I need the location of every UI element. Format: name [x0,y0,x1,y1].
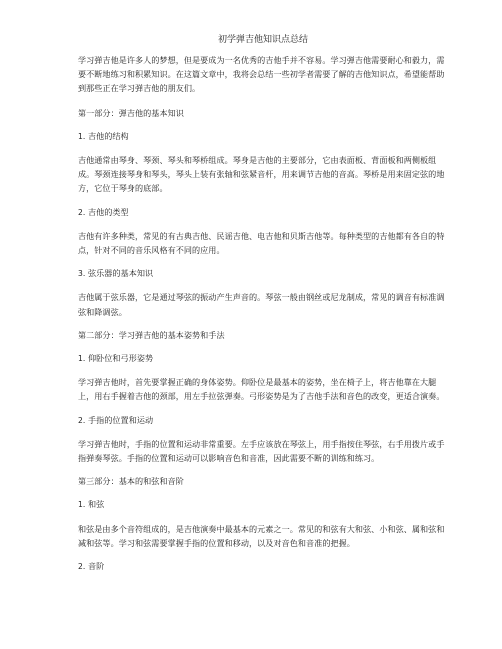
heading-text: 仰卧位和弓形姿势 [85,353,154,364]
heading-text: 手指的位置和运动 [85,414,154,425]
heading-number: 2. [78,207,86,217]
intro-paragraph: 学习弹吉他是许多人的梦想，但是要成为一名优秀的吉他手并不容易。学习弹吉他需要耐心和毅力，需要不断地练习和积累知识。在这篇文章中，我将会总结一些初学者需要了解的吉他知识点，希望能帮助到那些正在学习弹吉他的朋友们。 [78,55,445,94]
heading-text: 吉他的类型 [85,206,129,217]
part2-heading: 第二部分：学习弹吉他的基本姿势和手法 [78,329,225,340]
part3-section2-heading [78,559,448,574]
part1-section3-heading [78,266,448,281]
heading-number: 1. [78,354,86,364]
part3-heading: 第三部分：基本的和弦和音阶 [78,476,184,487]
heading-number: 2. [78,415,86,425]
document-title: 初学弹吉他知识点总结 [217,35,308,45]
part1-section2-heading [78,205,448,220]
heading-number: 3. [78,269,86,279]
part1-section1-body: 吉他通常由琴身、琴颈、琴头和琴桥组成。琴身是吉他的主要部分，它由表面板、背面板和两侧板组成。琴颈连接琴身和琴头，琴头上装有张轴和弦紧音杆，用来调节吉他的音高。琴桥是用来固定弦的地方，它位于琴身的底部。 [78,155,445,194]
part2-section2-body: 学习弹吉他时，手指的位置和运动非常重要。左手应该放在琴弦上，用手指按住琴弦，右手用拨片或手指弹奏琴弦。手指的位置和运动可以影响音色和音准，因此需要不断的训练和练习。 [78,438,445,464]
heading-text: 吉他的结构 [85,130,129,141]
heading-text: 弦乐器的基本知识 [85,268,154,279]
part2-section2-heading [78,413,448,428]
part1-heading: 第一部分：弹吉他的基本知识 [78,107,184,118]
heading-number: 1. [78,500,86,510]
part2-section1-heading [78,351,448,366]
part1-section3-body: 吉他属于弦乐器，它是通过琴弦的振动产生声音的。琴弦一般由钢丝或尼龙制成，常见的调音有标准调弦和降调弦。 [78,292,445,317]
part1-section1-heading [78,129,448,144]
part1-section2-body: 吉他有许多种类，常见的有古典吉他、民谣吉他、电吉他和贝斯吉他等。每种类型的吉他都有各自的特点，针对不同的音乐风格有不同的应用。 [78,230,445,256]
heading-number: 2. [78,562,86,572]
part3-section1-body: 和弦是由多个音符组成的，是吉他演奏中最基本的元素之一。常见的和弦有大和弦、小和弦、属和弦和减和弦等。学习和弦需要掌握手指的位置和移动，以及对音色和音准的把握。 [78,523,445,548]
heading-text: 音阶 [85,561,105,572]
heading-number: 1. [78,131,86,141]
part3-section1-heading [78,497,448,512]
part2-section1-body: 学习弹吉他时，首先要掌握正确的身体姿势。仰卧位是最基本的姿势，坐在椅子上，将吉他靠在大腿上，用右手握着吉他的颈部，用左手拉弦弹奏。弓形姿势是为了吉他手法和音色的改变，更适合演奏。 [78,377,445,402]
heading-text: 和弦 [85,499,105,510]
